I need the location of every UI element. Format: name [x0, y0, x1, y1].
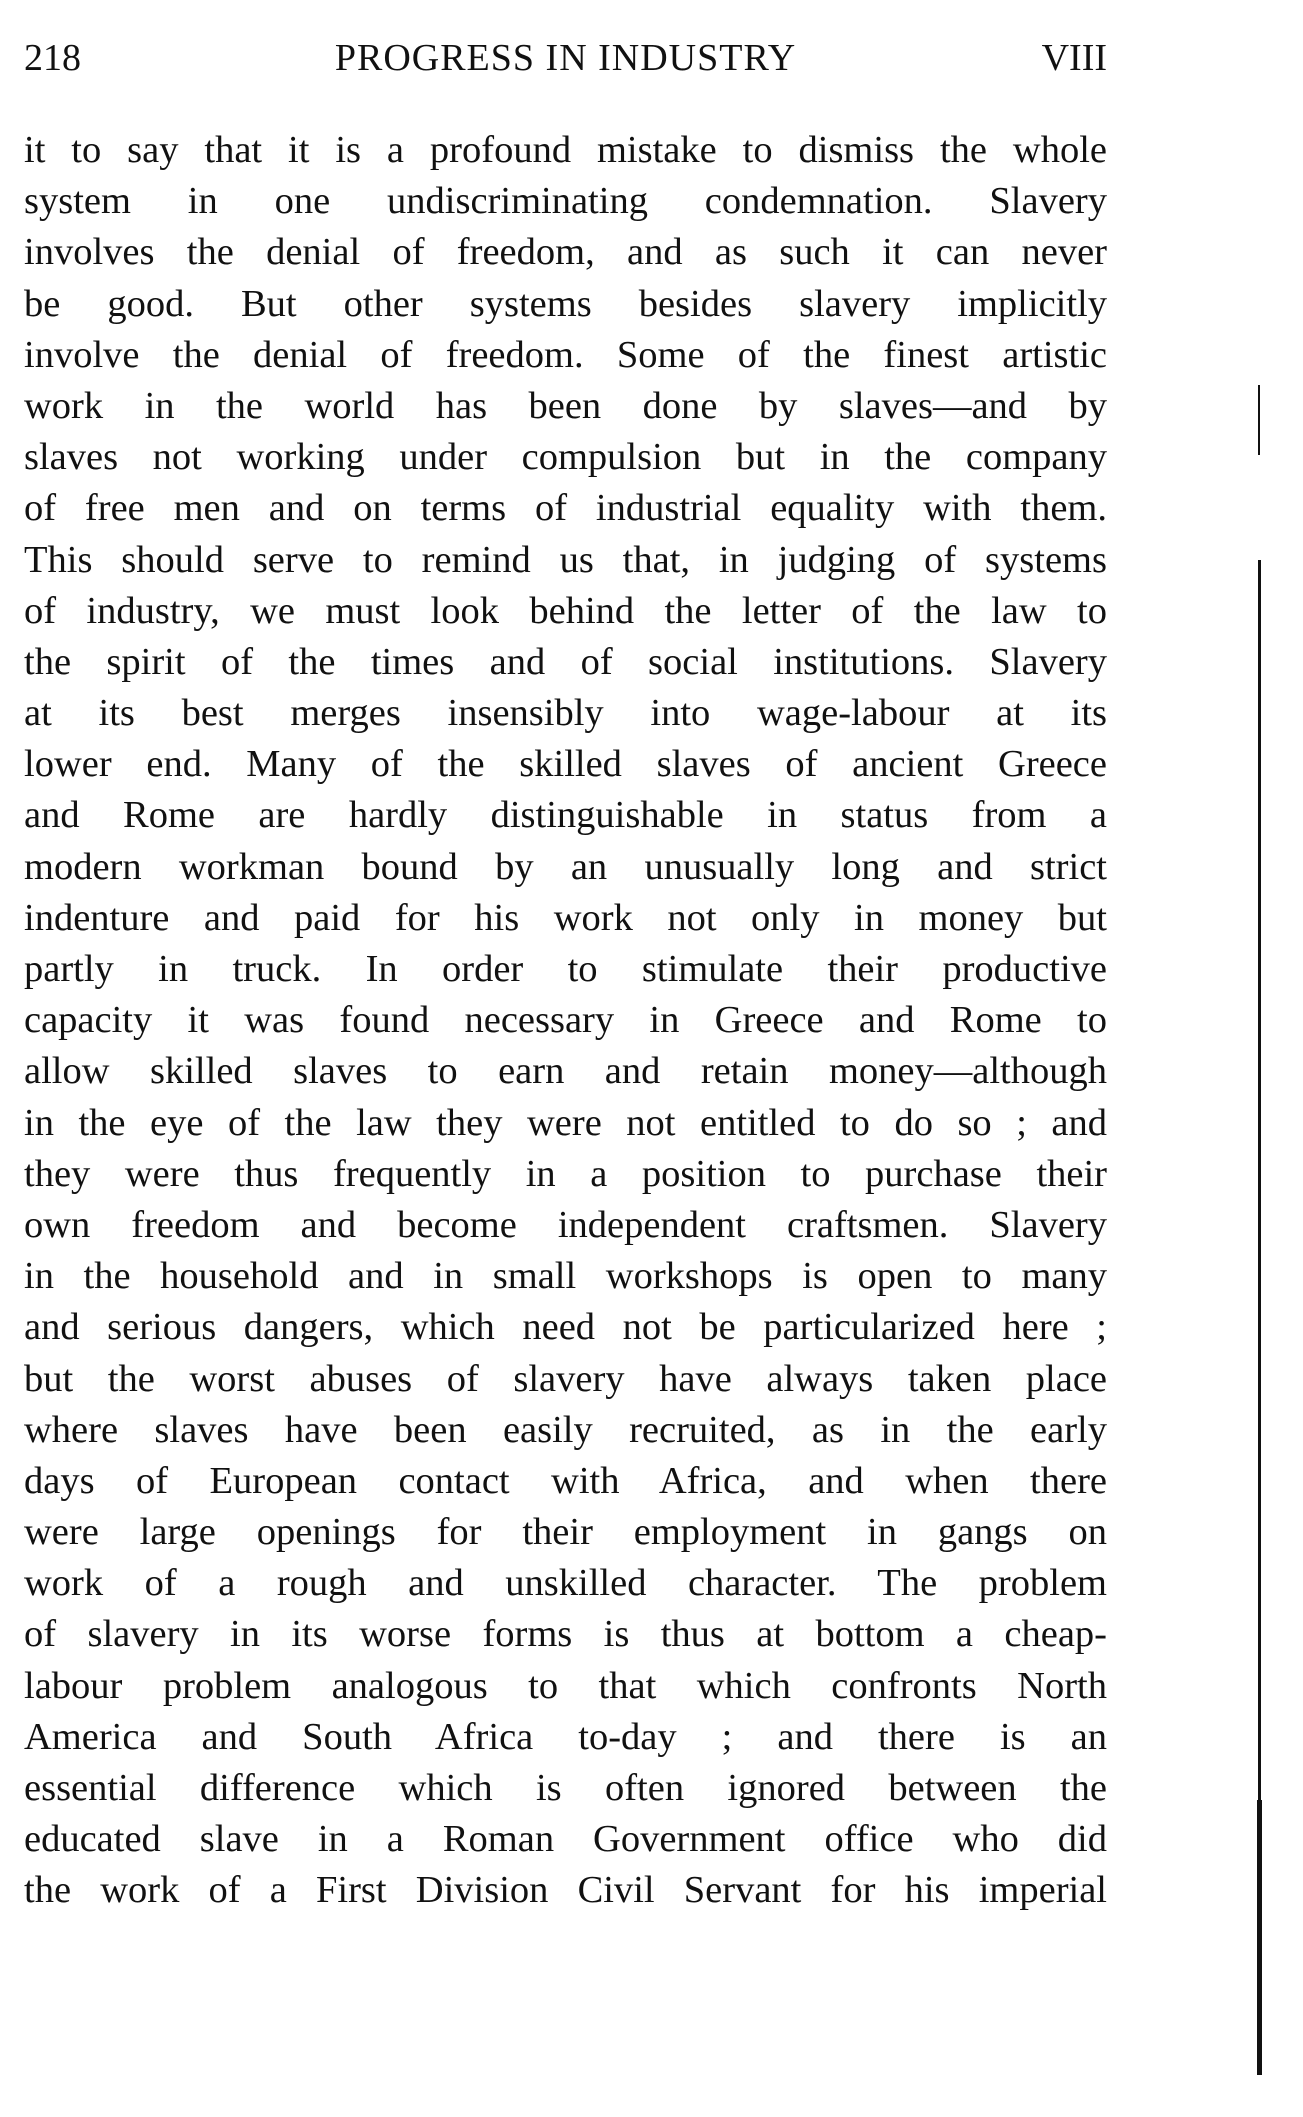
text-line: educated slave in a Roman Government office who did	[24, 1818, 1107, 1861]
text-line: were large openings for their employment in gangs on	[24, 1511, 1107, 1554]
running-header	[24, 36, 1107, 86]
text-line: the work of a First Division Civil Servant for his imperial	[24, 1869, 1107, 1912]
text-line: modern workman bound by an unusually long and strict	[24, 845, 1107, 888]
text-line: be good. But other systems besides slavery implicitly	[24, 282, 1107, 325]
text-line: labour problem analogous to that which confronts North	[24, 1664, 1107, 1707]
text-line: partly in truck. In order to stimulate their productive	[24, 948, 1107, 990]
text-line: in the eye of the law they were not entitled to do so ; and	[24, 1101, 1107, 1144]
text-line: lower end. Many of the skilled slaves of ancient Greece	[24, 743, 1107, 786]
text-line: but the worst abuses of slavery have always taken place	[24, 1357, 1107, 1400]
text-line: work of a rough and unskilled character. The problem	[24, 1562, 1107, 1605]
body-text	[24, 125, 1107, 1917]
text-line: days of European contact with Africa, and when there	[24, 1459, 1107, 1502]
text-line: involves the denial of freedom, and as such it can never	[24, 231, 1107, 274]
text-line: of slavery in its worse forms is thus at bottom a cheap-	[24, 1613, 1107, 1656]
text-line: at its best merges insensibly into wage-labour at its	[24, 692, 1107, 735]
page-number: 218	[24, 37, 81, 79]
text-line: they were thus frequently in a position to purchase their	[24, 1152, 1107, 1195]
text-line: system in one undiscriminating condemnation. Slavery	[24, 180, 1107, 223]
text-line: where slaves have been easily recruited, as in the early	[24, 1408, 1107, 1451]
text-line: essential difference which is often ignored between the	[24, 1767, 1107, 1809]
scan-edge-mark	[1258, 385, 1260, 455]
text-line: the spirit of the times and of social institutions. Slavery	[24, 640, 1107, 683]
chapter-number: VIII	[1041, 37, 1107, 79]
text-line: of industry, we must look behind the letter of the law to	[24, 589, 1107, 632]
text-line: and Rome are hardly distinguishable in status from a	[24, 794, 1107, 837]
text-line: of free men and on terms of industrial equality with them.	[24, 487, 1107, 530]
text-line: and serious dangers, which need not be particularized here ;	[24, 1306, 1107, 1349]
text-line: slaves not working under compulsion but in the company	[24, 436, 1107, 479]
text-line: indenture and paid for his work not only in money but	[24, 896, 1107, 939]
text-line: it to say that it is a profound mistake to dismiss the whole	[24, 129, 1107, 171]
text-line: involve the denial of freedom. Some of the finest artistic	[24, 333, 1107, 376]
running-title: PROGRESS IN INDUSTRY	[334, 37, 797, 79]
text-line: capacity it was found necessary in Greece and Rome to	[24, 999, 1107, 1042]
text-line: in the household and in small workshops is open to many	[24, 1255, 1107, 1298]
scan-page-edge-thick	[1257, 1800, 1262, 2075]
text-line: work in the world has been done by slaves—and by	[24, 384, 1107, 427]
text-line: allow skilled slaves to earn and retain money—although	[24, 1050, 1107, 1093]
text-line: America and South Africa to-day ; and there is an	[24, 1715, 1107, 1758]
text-line: own freedom and become independent craftsmen. Slavery	[24, 1203, 1107, 1246]
text-line: This should serve to remind us that, in judging of systems	[24, 538, 1107, 581]
scan-page-edge	[1258, 560, 1261, 1800]
